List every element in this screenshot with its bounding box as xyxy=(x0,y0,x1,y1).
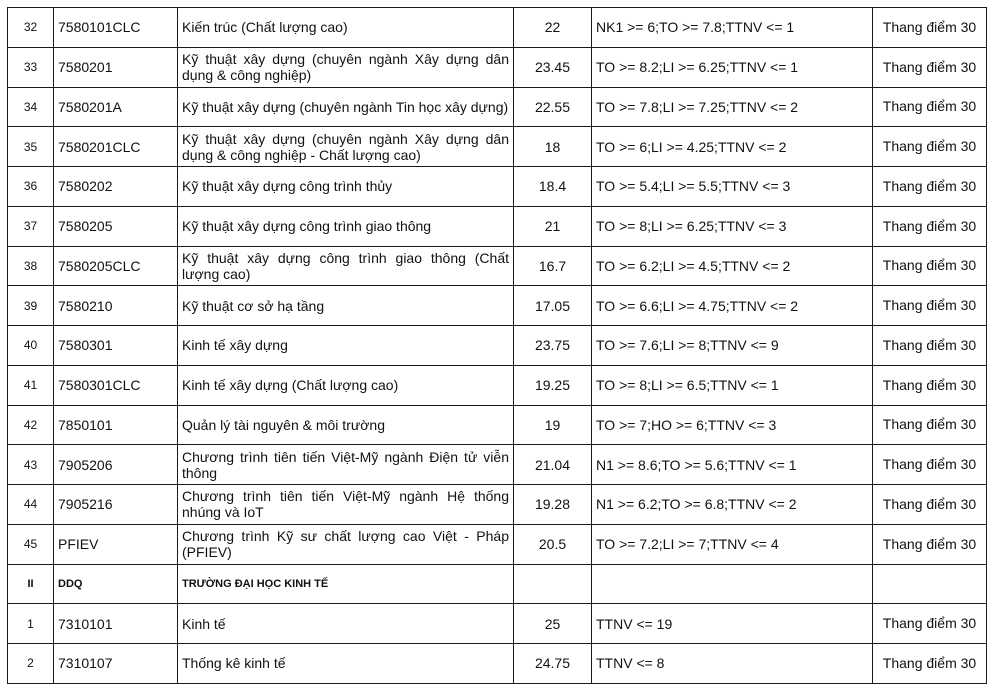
score-scale-cell: Thang điểm 30 xyxy=(873,246,987,286)
row-number-cell: 43 xyxy=(8,445,54,485)
empty-cell xyxy=(514,564,592,604)
table-row xyxy=(8,405,987,445)
tie-break-criteria-cell: TO >= 6.2;LI >= 4.5;TTNV <= 2 xyxy=(592,246,873,286)
row-number-cell: 39 xyxy=(8,286,54,326)
admission-score-cell: 19 xyxy=(514,405,592,445)
row-number-cell: 35 xyxy=(8,127,54,167)
major-code-cell: 7580205 xyxy=(54,206,178,246)
major-name-cell: Kỹ thuật xây dựng công trình giao thông xyxy=(178,206,514,246)
score-scale-cell: Thang điểm 30 xyxy=(873,127,987,167)
row-number-cell: 34 xyxy=(8,87,54,127)
major-name-cell: Thống kê kinh tế xyxy=(178,644,514,684)
table-body xyxy=(8,8,987,684)
row-number-cell: 41 xyxy=(8,365,54,405)
major-code-cell: 7580201CLC xyxy=(54,127,178,167)
tie-break-criteria-cell: TO >= 6.6;LI >= 4.75;TTNV <= 2 xyxy=(592,286,873,326)
section-code-cell: DDQ xyxy=(54,564,178,604)
admission-score-cell: 19.25 xyxy=(514,365,592,405)
major-name-cell: Quản lý tài nguyên & môi trường xyxy=(178,405,514,445)
admission-score-table xyxy=(7,7,987,684)
major-code-cell: 7905216 xyxy=(54,485,178,525)
table-row xyxy=(8,87,987,127)
tie-break-criteria-cell: TO >= 8;LI >= 6.5;TTNV <= 1 xyxy=(592,365,873,405)
table-row xyxy=(8,604,987,644)
major-code-cell: 7580301 xyxy=(54,326,178,366)
major-name-cell: Kỹ thuật xây dựng (chuyên ngành Xây dựng dân dụng & công nghiệp - Chất lượng cao) xyxy=(178,127,514,167)
row-number-cell: 36 xyxy=(8,167,54,207)
major-code-cell: 7580210 xyxy=(54,286,178,326)
row-number-cell: 40 xyxy=(8,326,54,366)
table-row xyxy=(8,8,987,48)
score-scale-cell: Thang điểm 30 xyxy=(873,286,987,326)
admission-score-cell: 23.45 xyxy=(514,47,592,87)
major-code-cell: PFIEV xyxy=(54,524,178,564)
admission-score-cell: 17.05 xyxy=(514,286,592,326)
score-scale-cell: Thang điểm 30 xyxy=(873,87,987,127)
score-scale-cell: Thang điểm 30 xyxy=(873,206,987,246)
major-code-cell: 7580201A xyxy=(54,87,178,127)
score-scale-cell: Thang điểm 30 xyxy=(873,365,987,405)
major-name-cell: Kinh tế xyxy=(178,604,514,644)
major-code-cell: 7310107 xyxy=(54,644,178,684)
admission-score-cell: 22.55 xyxy=(514,87,592,127)
major-code-cell: 7905206 xyxy=(54,445,178,485)
tie-break-criteria-cell: TO >= 7.6;LI >= 8;TTNV <= 9 xyxy=(592,326,873,366)
row-number-cell: 1 xyxy=(8,604,54,644)
score-scale-cell: Thang điểm 30 xyxy=(873,326,987,366)
admission-score-cell: 18.4 xyxy=(514,167,592,207)
tie-break-criteria-cell: TO >= 8.2;LI >= 6.25;TTNV <= 1 xyxy=(592,47,873,87)
admission-score-cell: 21 xyxy=(514,206,592,246)
tie-break-criteria-cell: N1 >= 6.2;TO >= 6.8;TTNV <= 2 xyxy=(592,485,873,525)
section-header-row xyxy=(8,564,987,604)
tie-break-criteria-cell: TO >= 7.2;LI >= 7;TTNV <= 4 xyxy=(592,524,873,564)
row-number-cell: 44 xyxy=(8,485,54,525)
admission-score-cell: 16.7 xyxy=(514,246,592,286)
row-number-cell: 45 xyxy=(8,524,54,564)
score-scale-cell: Thang điểm 30 xyxy=(873,445,987,485)
table-row xyxy=(8,127,987,167)
major-code-cell: 7580205CLC xyxy=(54,246,178,286)
row-number-cell: 37 xyxy=(8,206,54,246)
score-scale-cell: Thang điểm 30 xyxy=(873,604,987,644)
table-row xyxy=(8,365,987,405)
table-row xyxy=(8,326,987,366)
tie-break-criteria-cell: TO >= 5.4;LI >= 5.5;TTNV <= 3 xyxy=(592,167,873,207)
major-name-cell: Kinh tế xây dựng (Chất lượng cao) xyxy=(178,365,514,405)
score-scale-cell: Thang điểm 30 xyxy=(873,485,987,525)
major-name-cell: Kỹ thuật xây dựng (chuyên ngành Tin học xây dựng) xyxy=(178,87,514,127)
admission-score-cell: 21.04 xyxy=(514,445,592,485)
row-number-cell: 38 xyxy=(8,246,54,286)
major-name-cell: Kỹ thuật xây dựng công trình thủy xyxy=(178,167,514,207)
admission-score-cell: 18 xyxy=(514,127,592,167)
admission-score-cell: 24.75 xyxy=(514,644,592,684)
table-row xyxy=(8,644,987,684)
major-code-cell: 7580301CLC xyxy=(54,365,178,405)
major-code-cell: 7580101CLC xyxy=(54,8,178,48)
table-row xyxy=(8,47,987,87)
row-number-cell: 42 xyxy=(8,405,54,445)
table-row xyxy=(8,485,987,525)
major-code-cell: 7580201 xyxy=(54,47,178,87)
table-row xyxy=(8,286,987,326)
section-number-cell: II xyxy=(8,564,54,604)
tie-break-criteria-cell: NK1 >= 6;TO >= 7.8;TTNV <= 1 xyxy=(592,8,873,48)
table-row xyxy=(8,206,987,246)
major-name-cell: Chương trình Kỹ sư chất lượng cao Việt - Pháp (PFIEV) xyxy=(178,524,514,564)
row-number-cell: 2 xyxy=(8,644,54,684)
score-scale-cell: Thang điểm 30 xyxy=(873,167,987,207)
table-row xyxy=(8,167,987,207)
score-scale-cell: Thang điểm 30 xyxy=(873,8,987,48)
tie-break-criteria-cell: TO >= 7;HO >= 6;TTNV <= 3 xyxy=(592,405,873,445)
major-name-cell: Kỹ thuật xây dựng công trình giao thông (Chất lượng cao) xyxy=(178,246,514,286)
tie-break-criteria-cell: TO >= 7.8;LI >= 7.25;TTNV <= 2 xyxy=(592,87,873,127)
tie-break-criteria-cell: N1 >= 8.6;TO >= 5.6;TTNV <= 1 xyxy=(592,445,873,485)
score-scale-cell: Thang điểm 30 xyxy=(873,524,987,564)
table-row xyxy=(8,246,987,286)
admission-score-cell: 20.5 xyxy=(514,524,592,564)
empty-cell xyxy=(592,564,873,604)
major-name-cell: Kỹ thuật xây dựng (chuyên ngành Xây dựng dân dụng & công nghiệp) xyxy=(178,47,514,87)
admission-score-cell: 25 xyxy=(514,604,592,644)
major-code-cell: 7850101 xyxy=(54,405,178,445)
tie-break-criteria-cell: TO >= 8;LI >= 6.25;TTNV <= 3 xyxy=(592,206,873,246)
major-name-cell: Kinh tế xây dựng xyxy=(178,326,514,366)
row-number-cell: 33 xyxy=(8,47,54,87)
major-name-cell: Chương trình tiên tiến Việt-Mỹ ngành Hệ thống nhúng và IoT xyxy=(178,485,514,525)
tie-break-criteria-cell: TTNV <= 19 xyxy=(592,604,873,644)
admission-score-cell: 22 xyxy=(514,8,592,48)
major-name-cell: Chương trình tiên tiến Việt-Mỹ ngành Điện tử viễn thông xyxy=(178,445,514,485)
major-code-cell: 7310101 xyxy=(54,604,178,644)
tie-break-criteria-cell: TTNV <= 8 xyxy=(592,644,873,684)
table-row xyxy=(8,445,987,485)
major-code-cell: 7580202 xyxy=(54,167,178,207)
section-title-cell: TRƯỜNG ĐẠI HỌC KINH TẾ xyxy=(178,564,514,604)
score-scale-cell: Thang điểm 30 xyxy=(873,47,987,87)
score-scale-cell: Thang điểm 30 xyxy=(873,644,987,684)
major-name-cell: Kiến trúc (Chất lượng cao) xyxy=(178,8,514,48)
tie-break-criteria-cell: TO >= 6;LI >= 4.25;TTNV <= 2 xyxy=(592,127,873,167)
row-number-cell: 32 xyxy=(8,8,54,48)
score-scale-cell: Thang điểm 30 xyxy=(873,405,987,445)
admission-score-cell: 23.75 xyxy=(514,326,592,366)
admission-score-cell: 19.28 xyxy=(514,485,592,525)
table-row xyxy=(8,524,987,564)
major-name-cell: Kỹ thuật cơ sở hạ tầng xyxy=(178,286,514,326)
empty-cell xyxy=(873,564,987,604)
